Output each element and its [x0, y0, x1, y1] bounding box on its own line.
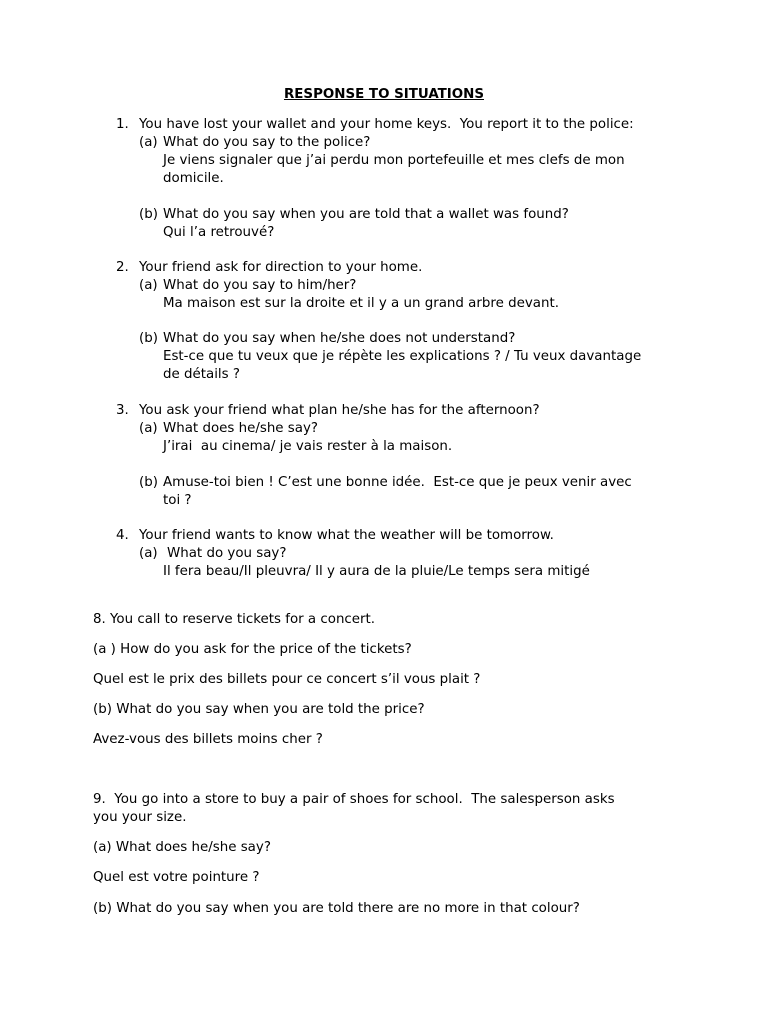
q4-a-answer: Il fera beau/Il pleuvra/ Il y aura de la pluie/Le temps sera mitigé	[163, 564, 590, 579]
q9-a-answer: Quel est votre pointure ?	[93, 870, 260, 885]
q3-number: 3.	[116, 403, 129, 418]
q4-number: 4.	[116, 528, 129, 543]
q4-a-label: (a)	[139, 546, 158, 561]
q9-text-line-1: 9. You go into a store to buy a pair of shoes for school. The salesperson asks	[93, 792, 615, 807]
q3-a-label: (a)	[139, 421, 158, 436]
q1-a-answer-line-1: Je viens signaler que j’ai perdu mon portefeuille et mes clefs de mon	[163, 153, 625, 168]
q4-text: Your friend wants to know what the weather will be tomorrow.	[139, 528, 554, 543]
q1-a-question: What do you say to the police?	[163, 135, 371, 150]
q1-b-answer: Qui l’a retrouvé?	[163, 225, 275, 240]
q8-text: 8. You call to reserve tickets for a concert.	[93, 612, 376, 627]
q8-a-answer: Quel est le prix des billets pour ce concert s’il vous plait ?	[93, 672, 481, 687]
q3-a-answer: J’irai au cinema/ je vais rester à la maison.	[163, 439, 453, 454]
q3-b-answer-line-1: Amuse-toi bien ! C’est une bonne idée. Est-ce que je peux venir avec	[163, 475, 632, 490]
q9-b-question: (b) What do you say when you are told there are no more in that colour?	[93, 901, 580, 916]
q1-number: 1.	[116, 117, 129, 132]
q1-b-label: (b)	[139, 207, 158, 222]
q1-text: You have lost your wallet and your home keys. You report it to the police:	[139, 117, 634, 132]
q8-b-question: (b) What do you say when you are told the price?	[93, 702, 425, 717]
q3-text: You ask your friend what plan he/she has for the afternoon?	[139, 403, 540, 418]
q1-a-answer-line-2: domicile.	[163, 171, 224, 186]
q9-a-question: (a) What does he/she say?	[93, 840, 271, 855]
page-title: RESPONSE TO SITUATIONS	[283, 87, 485, 102]
q2-a-question: What do you say to him/her?	[163, 278, 357, 293]
q4-a-question: What do you say?	[167, 546, 287, 561]
q2-b-label: (b)	[139, 331, 158, 346]
q2-a-label: (a)	[139, 278, 158, 293]
q3-b-answer-line-2: toi ?	[163, 493, 192, 508]
q8-a-question: (a ) How do you ask for the price of the tickets?	[93, 642, 412, 657]
q1-b-question: What do you say when you are told that a wallet was found?	[163, 207, 569, 222]
q2-b-answer-line-2: de détails ?	[163, 367, 240, 382]
q1-a-label: (a)	[139, 135, 158, 150]
q2-b-answer-line-1: Est-ce que tu veux que je répète les explications ? / Tu veux davantage	[163, 349, 642, 364]
q2-b-question: What do you say when he/she does not understand?	[163, 331, 516, 346]
q3-a-question: What does he/she say?	[163, 421, 319, 436]
q2-text: Your friend ask for direction to your home.	[139, 260, 423, 275]
q2-number: 2.	[116, 260, 129, 275]
q8-b-answer: Avez-vous des billets moins cher ?	[93, 732, 323, 747]
q2-a-answer: Ma maison est sur la droite et il y a un grand arbre devant.	[163, 296, 559, 311]
q9-text-line-2: you your size.	[93, 810, 187, 825]
q3-b-label: (b)	[139, 475, 158, 490]
